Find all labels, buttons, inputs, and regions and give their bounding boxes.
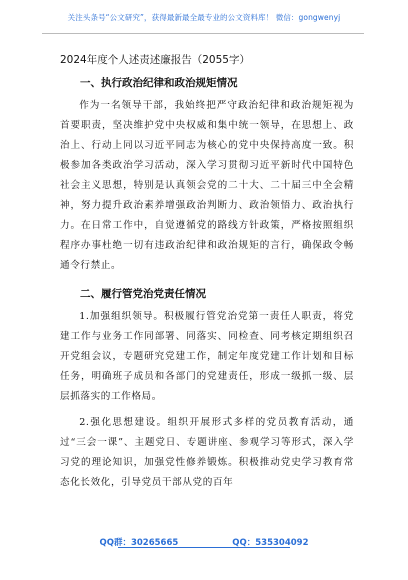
header-divider [42, 33, 364, 34]
document-title: 2024年度个人述责述廉报告（2055字） [60, 54, 250, 66]
header-banner: 关注头条号“公文研究”，获得最新最全最专业的公文资料库！ 微信：gongwenyj [67, 13, 341, 22]
document-body [60, 52, 354, 499]
section-2-paragraph-1: 1.加强组织领导。积极履行管党治党第一责任人职责，将党建工作与业务工作同部署、同落实、同检查、同考核定期组织召开党组会议，专题研究党建工作，制定年度党建工作计划和目标任务，明确班子成员和各部门的党建责任，形成一级抓一级、层层抓落实的工作格局。 [60, 311, 354, 402]
section-1-paragraph: 作为一名领导干部，我始终把严守政治纪律和政治规矩视为首要职责，坚决维护党中央权威和集中统一领导，在思想上、政治上、行动上同以习近平同志为核心的党中央保持高度一致。积极参加各类政治学习活动，深入学习贯彻习近平新时代中国特色社会主义思想，特别是认真领会党的二十大、二十届三中全会精神，努力提升政治素养增强政治判断力、政治领悟力、政治执行力。在日常工作中，自觉遵循党的路线方针政策，严格按照组织程序办事杜绝一切有违政治纪律和政治规矩的言行，确保政令畅通令行禁止。 [60, 100, 354, 271]
section-heading-2: 二、履行管党治党责任情况 [80, 288, 206, 300]
footer-qq-group: QQ群：30265665 [99, 538, 179, 548]
footer-qq: QQ：535304092 [232, 538, 309, 548]
footer-divider [118, 547, 290, 548]
section-2-paragraph-2: 2.强化思想建设。组织开展形式多样的党员教育活动，通过“三会一课”、主题党日、专题讲座、参观学习等形式，深入学习党的理论知识，加强党性修养锻炼。积极推动党史学习教育常态化长效化，引导党员干部从党的百年 [60, 417, 354, 488]
section-heading-1: 一、执行政治纪律和政治规矩情况 [80, 77, 238, 89]
